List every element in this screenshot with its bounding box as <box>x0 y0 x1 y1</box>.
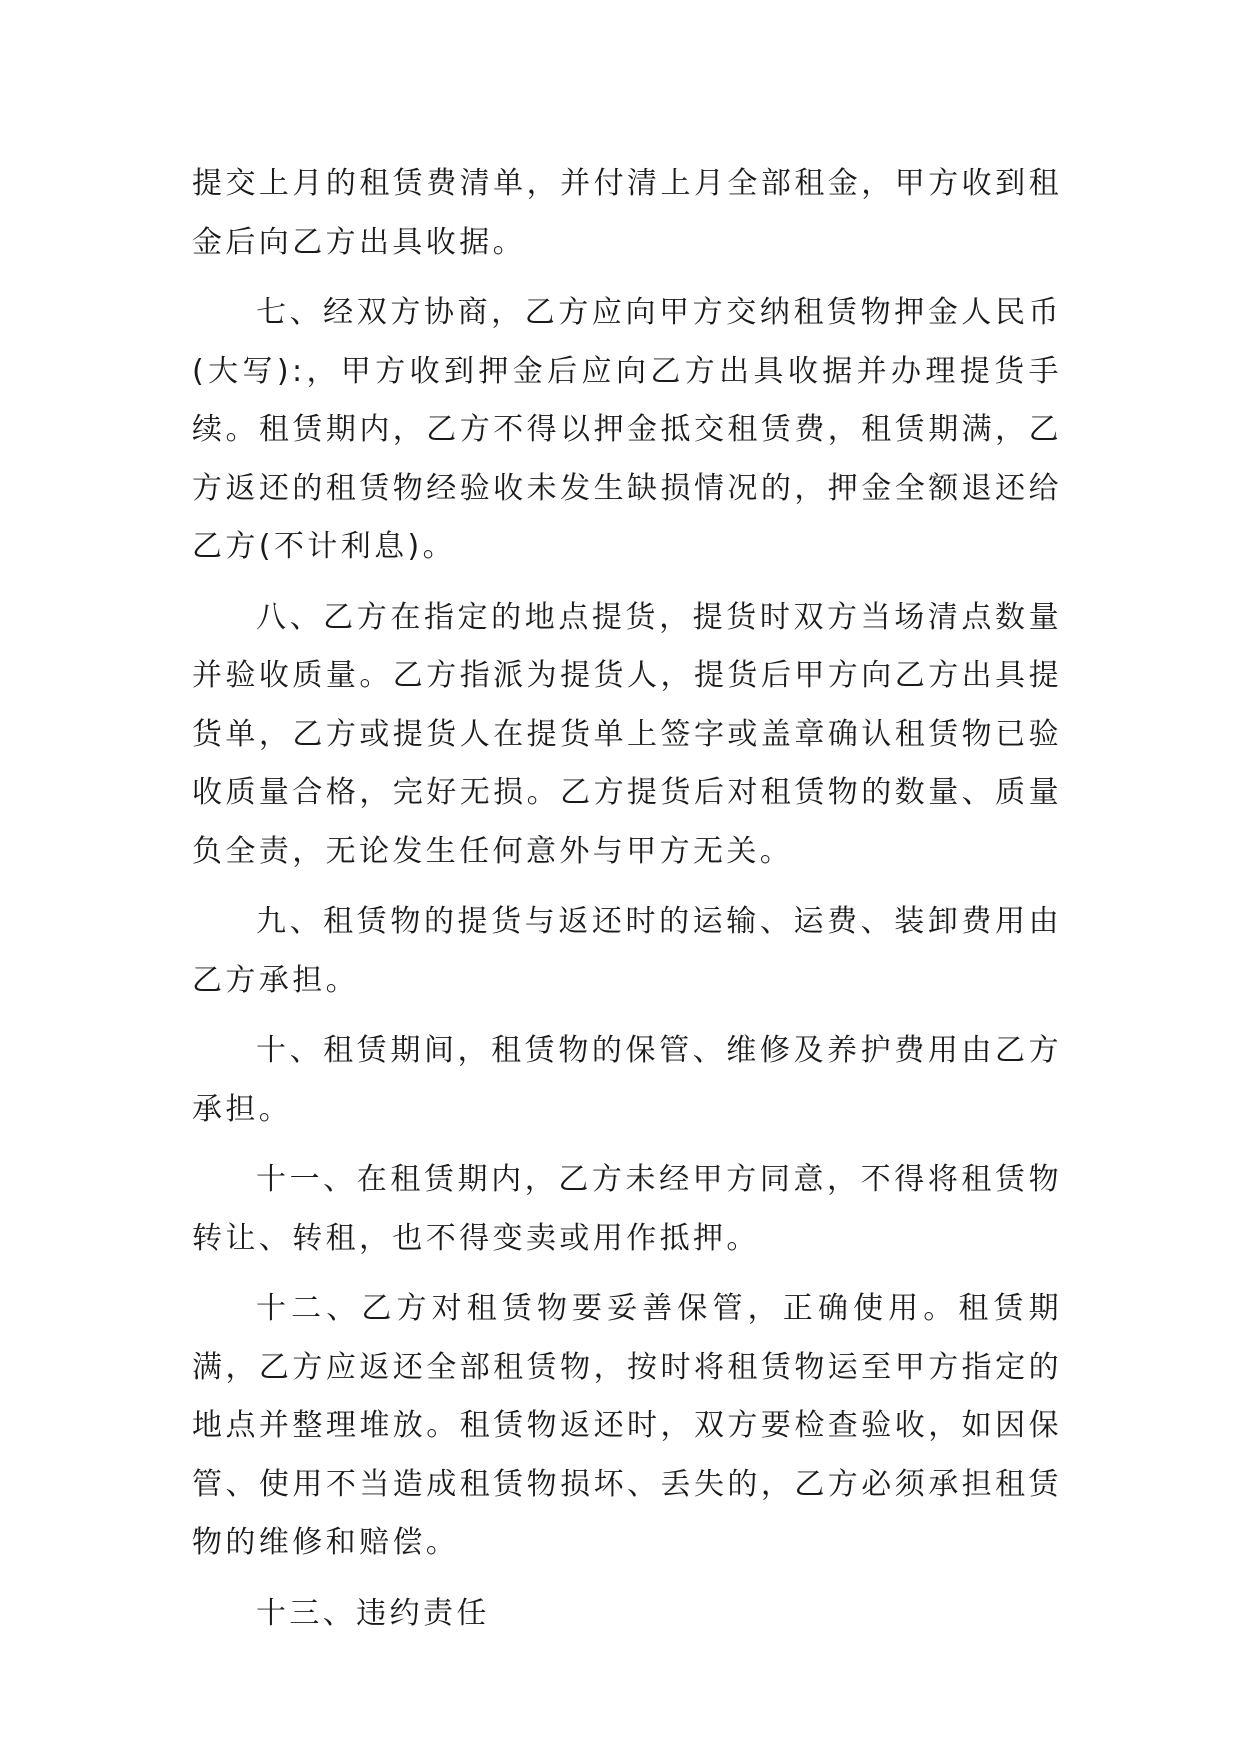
paragraph-clause-13-heading: 十三、违约责任 <box>256 1595 490 1631</box>
paragraph-clause-10: 十、租赁期间，租赁物的保管、维修及养护费用由乙方承担。 <box>192 1033 1062 1127</box>
paragraph-clause-7: 七、经双方协商，乙方应向甲方交纳租赁物押金人民币(大写):，甲方收到押金后应向乙方出具收据并办理提货手续。租赁期内，乙方不得以押金抵交租赁费，租赁期满，乙方返还的租赁物经验收未发生缺损情况的，押金全额退还给乙方(不计利息)。 <box>192 295 1062 564</box>
document-body <box>192 155 1062 1643</box>
paragraph-clause-11: 十一、在租赁期内，乙方未经甲方同意，不得将租赁物转让、转租，也不得变卖或用作抵押。 <box>192 1162 1062 1256</box>
paragraph-clause-12: 十二、乙方对租赁物要妥善保管，正确使用。租赁期满，乙方应返还全部租赁物，按时将租赁物运至甲方指定的地点并整理堆放。租赁物返还时，双方要检查验收，如因保管、使用不当造成租赁物损坏、丢失的，乙方必须承担租赁物的维修和赔偿。 <box>192 1291 1062 1560</box>
paragraph-continuation: 提交上月的租赁费清单，并付清上月全部租金，甲方收到租金后向乙方出具收据。 <box>192 166 1062 260</box>
paragraph-clause-9: 九、租赁物的提货与返还时的运输、运费、装卸费用由乙方承担。 <box>192 904 1062 998</box>
paragraph-clause-8: 八、乙方在指定的地点提货，提货时双方当场清点数量并验收质量。乙方指派为提货人，提货后甲方向乙方出具提货单，乙方或提货人在提货单上签字或盖章确认租赁物已验收质量合格，完好无损。乙方提货后对租赁物的数量、质量负全责，无论发生任何意外与甲方无关。 <box>192 599 1062 869</box>
